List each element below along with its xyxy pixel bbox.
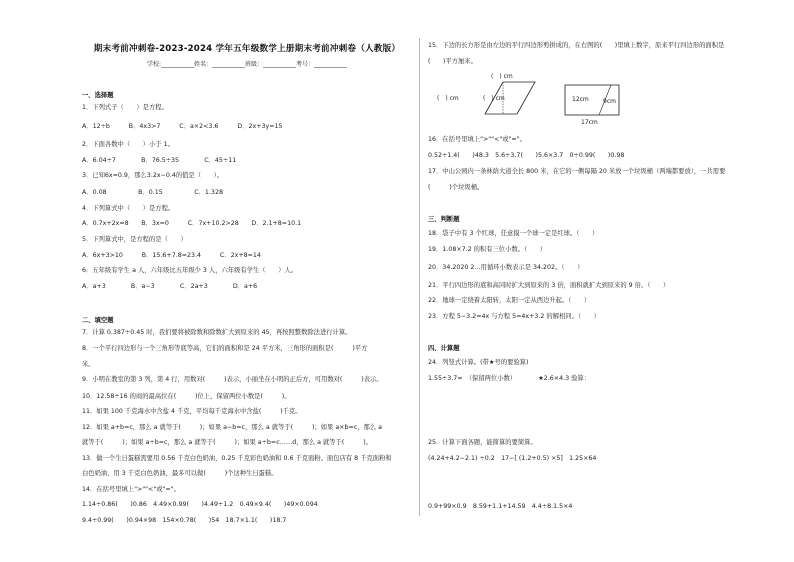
question-line: 8．一个平行四边形与一个三角形等底等高，它们的面积和是 24 平方米，三角形的面积是( )平方	[82, 345, 368, 352]
figure-label-left: ( ) cm	[437, 95, 459, 102]
option-line: A．0.08 B．0.15 C．1.328	[82, 189, 223, 196]
question-line: 18．袋子中有 3 个红球，任意摸一个球一定是红球。（ ）	[428, 230, 599, 237]
page-title: 期末考前冲刺卷-2023-2024 学年五年级数学上册期末考前冲刺卷（人教版）	[93, 44, 401, 54]
question-line: ( )个垃圾桶。	[428, 184, 484, 191]
question-line: 25．计算下面各题，能简算的要简算。	[428, 439, 537, 446]
option-line: A．6.04÷7 B．76.5÷35 C．45÷11	[82, 157, 237, 164]
section-heading-fill: 二、填空题	[82, 317, 114, 324]
question-line: 9．小明在教室的第 3 列，第 4 行，用数对( )表示，小丽坐在小明的正后方，可用数对( )表示。	[82, 376, 383, 383]
comparison-row: 1.14÷0.86( )0.86 4.49×0.99( )4.49÷1.2 0.49×9.4( )49×0.094	[82, 501, 318, 508]
comparison-row: 0.52÷1.4( )48.3 5.6÷3.7( )5.6×3.7 0÷0.99( )0.98	[428, 152, 625, 159]
question-line: 6．五年级有学生 a 人，六年级比五年级少 3 人，六年级有学生（ ）人。	[82, 267, 298, 274]
section-heading-judge: 三、判断题	[428, 216, 460, 223]
section-heading-choice: 一、选择题	[82, 92, 114, 99]
question-line: 21．平行四边形的底和高同时扩大到原来的 3 倍，面积就扩大到原来的 9 倍。（ ）	[428, 282, 670, 289]
question-line: 就等于( )；如果 a÷b=c，那么 a 就等于( )；如果 a÷b=c……d，那么 a 就等于( )。	[82, 439, 373, 446]
question-line: 7．计算 0.387÷0.45 时，我们要将被除数和除数扩大到原来的 45，再按照整数除法进行计算。	[82, 329, 352, 336]
question-line: 16．在括号里填上">""<"或"="。	[428, 136, 526, 143]
section-heading-calc: 四、计算题	[428, 345, 460, 352]
question-line: ( )平方厘米。	[428, 58, 477, 65]
figure-label-top: ( ) cm	[491, 73, 513, 80]
comparison-row: 9.4÷0.99( )0.94×98 154×0.78( )54 18.7×1.1( )18.7	[82, 517, 287, 524]
question-line: 20．34.2020 2…用循环小数表示是 34.202。（ ）	[428, 264, 584, 271]
question-line: 3．已知6x=0.9，那么3.2x−0.4的值是（ ）。	[82, 172, 224, 179]
question-line: 13．做一个生日蛋糕需要用 0.56 千克白色奶油，0.25 千克彩色奶油和 0.6 千克面粉。面包店有 8 千克面粉和	[82, 455, 392, 462]
calc-row: (4.24+4.2−2.1) ÷0.2 17−[ (1.2+0.5) ×5] 1.25×64	[428, 455, 597, 462]
question-line: 2．下面各数中（ ）小于 1。	[82, 141, 174, 148]
question-line: 19．1.08×7.2 的积有三位小数。（ ）	[428, 246, 547, 253]
question-line: 24．列竖式计算。(带★号的要验算)	[428, 359, 529, 366]
option-line: A．6x+3>10 B．15.6+7.8=23.4 C．2x+8=14	[82, 252, 261, 259]
column-divider	[419, 38, 420, 516]
question-line: 15．下边的长方形是由左边的平行四边形剪拼成的，在右图的( )里填上数字，原来平行四边形的面积是	[428, 42, 725, 49]
question-line: 4．下列算式中（ ）是方程。	[82, 205, 175, 212]
question-line: 5．下列算式中，是方程的是（ ）	[82, 236, 187, 243]
rectangle-width-label: 12cm	[572, 96, 589, 103]
question-line: 11．如果 100 千克海水中含盐 4 千克，平均每千克海水中含盐( )千克。	[82, 408, 302, 415]
question-line: 22．地球一定绕着太阳转，太阳一定从西边升起。（ ）	[428, 297, 591, 304]
question-line: 14．在括号里填上">""<"或"="。	[82, 486, 180, 493]
question-line: 12．如果 a+b=c，那么 a 就等于( )；如果 a−b=c，那么 a 就等于( )；如果 a×b=c，那么 a	[82, 424, 382, 431]
question-line: 17．中山公园内一条林荫大道全长 800 米，在它的一侧每隔 20 米放一个垃圾桶（两端都要放），一共需要	[428, 168, 726, 175]
calc-row: 1.55÷3.7≈ （保留两位小数） ★2.6×4.3 验算：	[428, 375, 590, 382]
figure-label-inner: ( ) cm	[483, 95, 505, 102]
question-line: 1．下列式子（ ）是方程。	[82, 104, 168, 111]
question-line: 米。	[82, 361, 95, 368]
question-line: 10．12.58÷16 的商的最高位在( )位上，保留两位小数是( )。	[82, 393, 291, 400]
question-line: 白色奶油，用 3 千克白色奶油，最多可以做( )个这种生日蛋糕。	[82, 470, 278, 477]
calc-row: 0.9+99×0.9 8.59+1.1+14.59 4.4÷8.1.5×4	[428, 503, 573, 510]
rectangle-height-label: 9cm	[603, 98, 616, 105]
option-line: A．a+3 B．a−3 C．2a+3 D．a+6	[82, 283, 258, 290]
option-line: A．12÷b B．4x3>7 C．a×2<3.6 D．2x+3y=15	[82, 123, 283, 130]
option-line: A．0.7x+2x=8 B．3x=0 C．7x+10.2>28 D．2.1+8=10.1	[82, 220, 302, 227]
student-info-line: 学校:___________姓名：___________班级：___________考号：___________	[146, 61, 348, 68]
question-line: 23．方程 5−3.2=4x 与方程 5=4x+3.2 的解相同。（ ）	[428, 313, 600, 320]
rectangle-bottom-label: 17cm	[581, 119, 598, 126]
parallelogram-rectangle-figure	[433, 70, 643, 128]
